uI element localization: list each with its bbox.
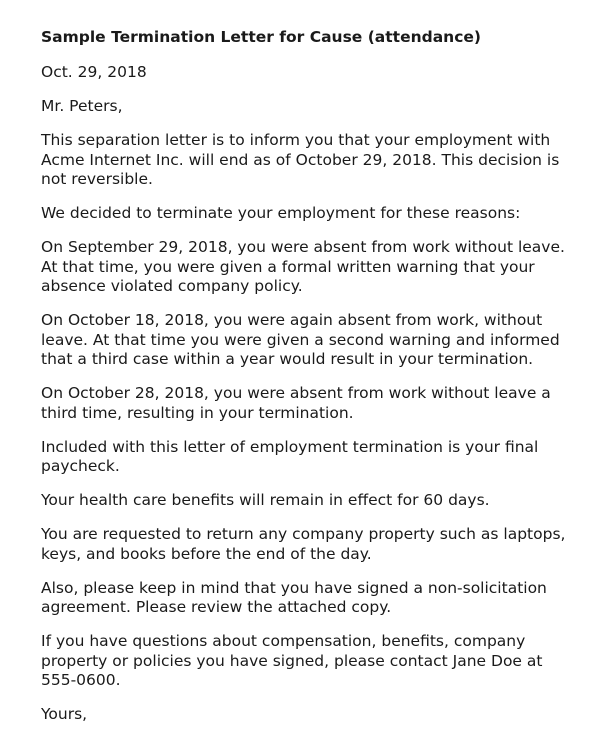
letter-paragraph-third-absence: On October 28, 2018, you were absent from work without leave a third time, resulting in your termination. (41, 384, 551, 422)
letter-paragraph-second-absence: On October 18, 2018, you were again absent from work, without leave. At that time you were given a second warning and informed that a third case within a year would result in your termination. (41, 311, 560, 368)
letter-paragraph-first-absence: On September 29, 2018, you were absent from work without leave. At that time, you were given a formal written warning that your absence violated company policy. (41, 238, 565, 295)
letter-paragraph-separation: This separation letter is to inform you that your employment with Acme Internet Inc. will end as of October 29, 2018. This decision is not reversible. (41, 131, 560, 188)
letter-paragraph-reasons-intro: We decided to terminate your employment for these reasons: (41, 204, 521, 222)
letter-paragraph-non-solicitation: Also, please keep in mind that you have signed a non-solicitation agreement. Please review the attached copy. (41, 578, 547, 616)
letter-date: Oct. 29, 2018 (41, 63, 147, 81)
letter-paragraph-contact: If you have questions about compensation, benefits, company property or policies you have signed, please contact Jane Doe at 555-0600. (41, 632, 543, 689)
letter-title: Sample Termination Letter for Cause (attendance) (41, 28, 482, 46)
letter-closing: Yours, (41, 705, 88, 723)
letter-paragraph-benefits: Your health care benefits will remain in effect for 60 days. (41, 491, 490, 509)
letter-paragraph-final-paycheck: Included with this letter of employment termination is your final paycheck. (41, 437, 539, 475)
letter-salutation: Mr. Peters, (41, 97, 123, 115)
letter-paragraph-company-property: You are requested to return any company property such as laptops, keys, and books before the end of the day. (41, 525, 566, 563)
